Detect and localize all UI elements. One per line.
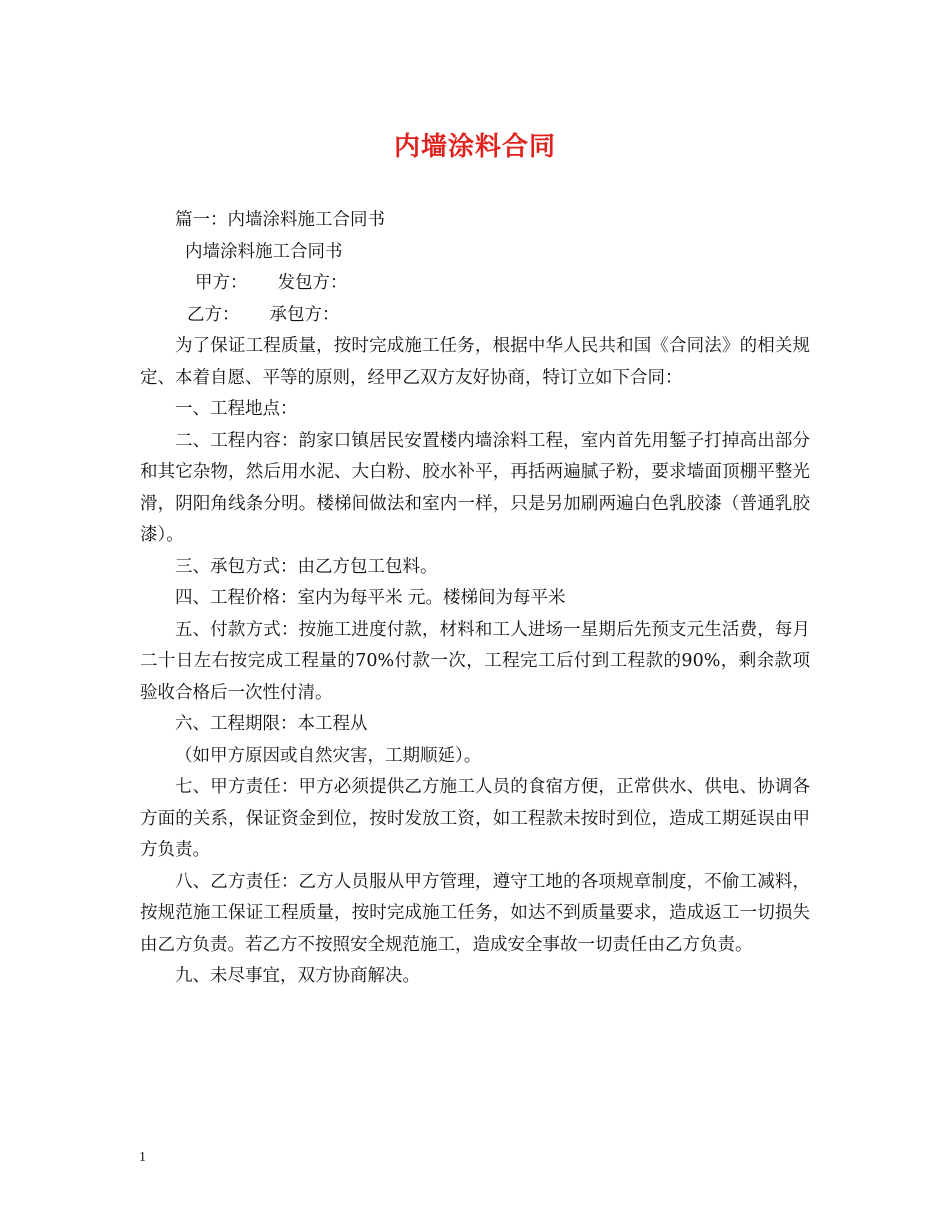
clause-8: 八、乙方责任：乙方人员服从甲方管理，遵守工地的各项规章制度，不偷工减料，按规范施工保证工程质量，按时完成施工任务，如达不到质量要求，造成返工一切损失由乙方负责。若乙方不按照安全规范施工，造成安全事故一切责任由乙方负责。 bbox=[140, 871, 810, 955]
clause-7: 七、甲方责任：甲方必须提供乙方施工人员的食宿方便，正常供水、供电、协调各方面的关系，保证资金到位，按时发放工资，如工程款未按时到位，造成工期延误由甲方负责。 bbox=[140, 777, 810, 860]
page-number: 1 bbox=[139, 1150, 146, 1165]
paragraph-party-b bbox=[140, 300, 810, 332]
paragraph-subtitle: 篇一：内墙涂料施工合同书 bbox=[175, 210, 385, 230]
party-b-role: 承包方： bbox=[269, 304, 340, 325]
clause-2: 二、工程内容：韵家口镇居民安置楼内墙涂料工程，室内首先用錾子打掉高出部分和其它杂物，然后用水泥、大白粉、胶水补平，再括两遍腻子粉，要求墙面顶棚平整光滑，阴阳角线条分明。楼梯间做法和室内一样，只是另加刷两遍白色乳胶漆（普通乳胶漆）。 bbox=[140, 430, 810, 545]
clause-3: 三、承包方式：由乙方包工包料。 bbox=[175, 556, 438, 577]
party-b-label: 乙方： bbox=[187, 304, 240, 325]
clause-6: 六、工程期限：本工程从 bbox=[175, 714, 368, 734]
clause-9: 九、未尽事宜，双方协商解决。 bbox=[175, 966, 420, 986]
paragraph-party-a bbox=[140, 268, 810, 300]
clause-5: 五、付款方式：按施工进度付款，材料和工人进场一星期后先预支元生活费，每月二十日左右按完成工程量的70%付款一次，工程完工后付到工程款的90%，剩余款项验收合格后一次性付清。 bbox=[140, 619, 810, 703]
document-title: 内墙涂料合同 bbox=[393, 132, 556, 162]
clause-6-note: （如甲方原因或自然灾害，工期顺延）。 bbox=[175, 745, 482, 766]
clause-4: 四、工程价格：室内为每平米 元。楼梯间为每平米 bbox=[175, 588, 566, 608]
document-body bbox=[140, 205, 810, 993]
party-a-label: 甲方： bbox=[195, 273, 248, 293]
paragraph-contract-name: 内墙涂料施工合同书 bbox=[185, 241, 343, 262]
party-a-role: 发包方： bbox=[277, 273, 348, 293]
paragraph-preamble: 为了保证工程质量，按时完成施工任务，根据中华人民共和国《合同法》的相关规定、本着自愿、平等的原则，经甲乙双方友好协商，特订立如下合同： bbox=[140, 336, 810, 388]
clause-1: 一、工程地点： bbox=[175, 399, 298, 419]
